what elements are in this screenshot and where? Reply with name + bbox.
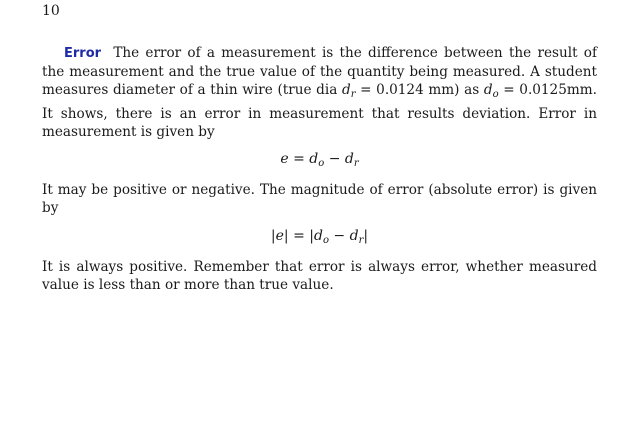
eq2-lhs: |e| (270, 227, 289, 244)
eq1-lhs: e (280, 151, 289, 168)
term-error: Error (64, 46, 102, 61)
eq1-b-sub: r (353, 158, 359, 170)
eq2-minus: − (328, 227, 350, 244)
eq1-b: d (344, 151, 354, 168)
var-d-observed: d (483, 82, 493, 99)
eq2-op: = | (288, 227, 314, 244)
eq2-close: | (363, 227, 369, 244)
eq2-b: d (349, 227, 359, 244)
var-d-true: d (341, 82, 351, 99)
eq1-a-sub: o (318, 158, 325, 170)
equation-error (42, 150, 597, 173)
eq1-minus: − (324, 151, 345, 168)
eq1-a: d (309, 151, 319, 168)
page-number: 10 (42, 3, 60, 19)
eq2-b-sub: r (358, 234, 364, 246)
eq1-op: = (288, 151, 310, 168)
paragraph-always-positive: It is always positive. Remember that error is always error, whether measured value is less than or more than true value. (42, 258, 597, 294)
paragraph-text-1c: = 0.0125mm. It shows, there is an error in measurement that results deviation. Error in measurement is given by (42, 82, 597, 140)
paragraph-text-1a: The error of a measurement is the difference between the result of the measurement and the true value of the quantity being measured. A student measures diameter of a thin wire (true dia (42, 45, 598, 99)
eq2-a: d (313, 227, 323, 244)
paragraph-text-1b: = 0.0124 mm) as (360, 82, 480, 99)
paragraph-magnitude: It may be positive or negative. The magnitude of error (absolute error) is given by (42, 182, 597, 217)
sub-r: r (350, 89, 356, 101)
equation-absolute-error (42, 227, 597, 250)
paragraph-error-definition (42, 44, 597, 141)
eq2-a-sub: o (322, 234, 329, 246)
sub-o: o (492, 89, 499, 101)
document-body (42, 44, 597, 294)
